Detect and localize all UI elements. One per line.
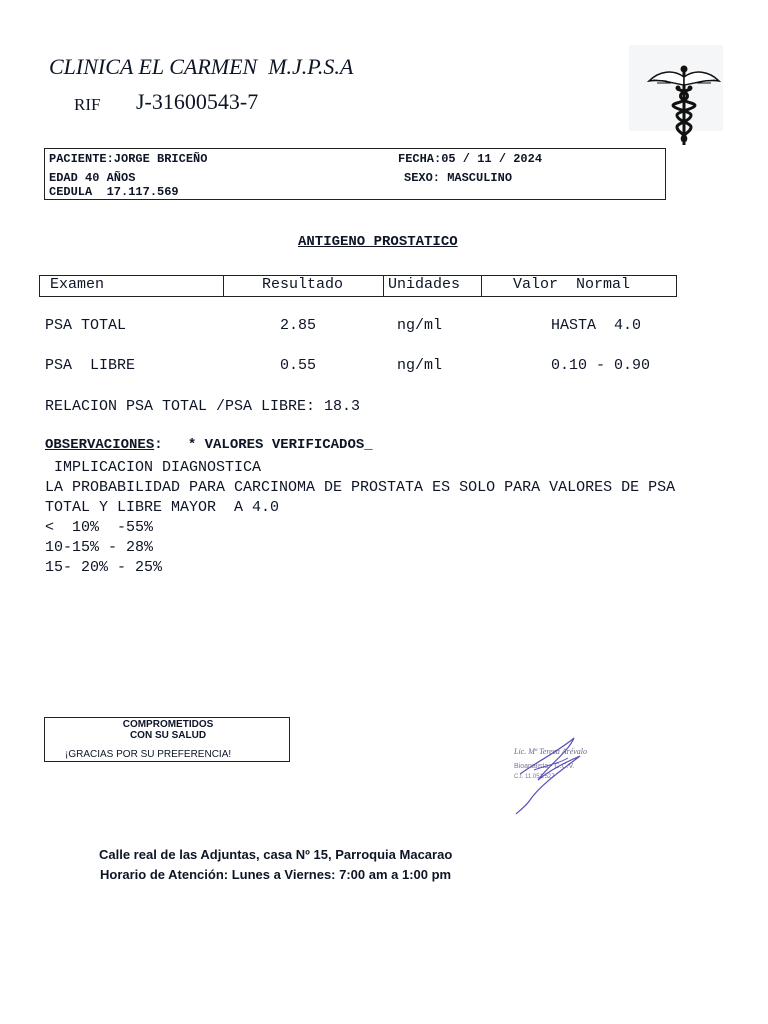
slogan-box <box>44 717 290 762</box>
header-result: Resultado <box>262 276 344 293</box>
rif-label: RIF <box>74 95 101 114</box>
slogan-line-1: COMPROMETIDOS <box>122 719 214 730</box>
row-psa-total-result: 2.85 <box>280 317 317 334</box>
svg-text:C.I. 11.051.527: C.I. 11.051.527 <box>514 774 555 780</box>
results-table-header <box>39 275 677 297</box>
patient-info-box <box>44 148 666 200</box>
column-divider <box>383 276 384 296</box>
caduceus-logo-icon <box>629 45 723 131</box>
patient-sex: SEXO: MASCULINO <box>404 171 513 185</box>
column-divider <box>481 276 482 296</box>
header-exam: Examen <box>50 276 105 293</box>
row-psa-libre-unit: ng/ml <box>397 357 443 374</box>
svg-text:Lic. Mª Teresa Arévalo: Lic. Mª Teresa Arévalo <box>514 747 588 756</box>
signature-stamp <box>502 712 592 797</box>
slogan-line-3: ¡GRACIAS POR SU PREFERENCIA! <box>65 749 232 760</box>
row-psa-libre-exam: PSA LIBRE <box>45 357 136 374</box>
patient-name: PACIENTE:JORGE BRICEÑO <box>49 152 208 166</box>
observations-note: * VALORES VERIFICADOS_ <box>162 437 373 453</box>
observation-line: TOTAL Y LIBRE MAYOR A 4.0 <box>45 499 280 516</box>
patient-id: CEDULA 17.117.569 <box>49 185 179 199</box>
column-divider <box>223 276 224 296</box>
svg-text:Bioanalista - C.C.V.: Bioanalista - C.C.V. <box>514 763 575 770</box>
address-line: Calle real de las Adjuntas, casa Nº 15, Parroquia Macarao <box>99 847 453 862</box>
header-units: Unidades <box>388 276 461 293</box>
report-title: ANTIGENO PROSTATICO <box>298 234 458 250</box>
clinic-name: CLINICA EL CARMEN M.J.P.S.A <box>49 54 354 79</box>
row-psa-total-normal: HASTA 4.0 <box>551 317 642 334</box>
observation-line: 15- 20% - 25% <box>45 559 163 576</box>
header-normal: Valor Normal <box>513 276 631 293</box>
row-psa-libre-result: 0.55 <box>280 357 317 374</box>
observations-colon: : <box>154 437 163 453</box>
row-psa-total-unit: ng/ml <box>397 317 443 334</box>
exam-date: FECHA:05 / 11 / 2024 <box>398 152 543 166</box>
observation-line: 10-15% - 28% <box>45 539 154 556</box>
patient-age: EDAD 40 AÑOS <box>49 171 136 185</box>
office-hours: Horario de Atención: Lunes a Viernes: 7:00 am a 1:00 pm <box>100 867 452 882</box>
psa-ratio: RELACION PSA TOTAL /PSA LIBRE: 18.3 <box>45 398 361 415</box>
observation-line: LA PROBABILIDAD PARA CARCINOMA DE PROSTATA ES SOLO PARA VALORES DE PSA <box>45 479 676 496</box>
row-psa-total-exam: PSA TOTAL <box>45 317 127 334</box>
rif-value: J-31600543-7 <box>136 89 259 114</box>
observation-line: < 10% -55% <box>45 519 154 536</box>
observations-label: OBSERVACIONES <box>45 437 155 453</box>
observations-heading <box>45 437 373 453</box>
row-psa-libre-normal: 0.10 - 0.90 <box>551 357 651 374</box>
slogan-line-2: CON SU SALUD <box>129 730 207 741</box>
observation-line: IMPLICACION DIAGNOSTICA <box>45 459 262 476</box>
